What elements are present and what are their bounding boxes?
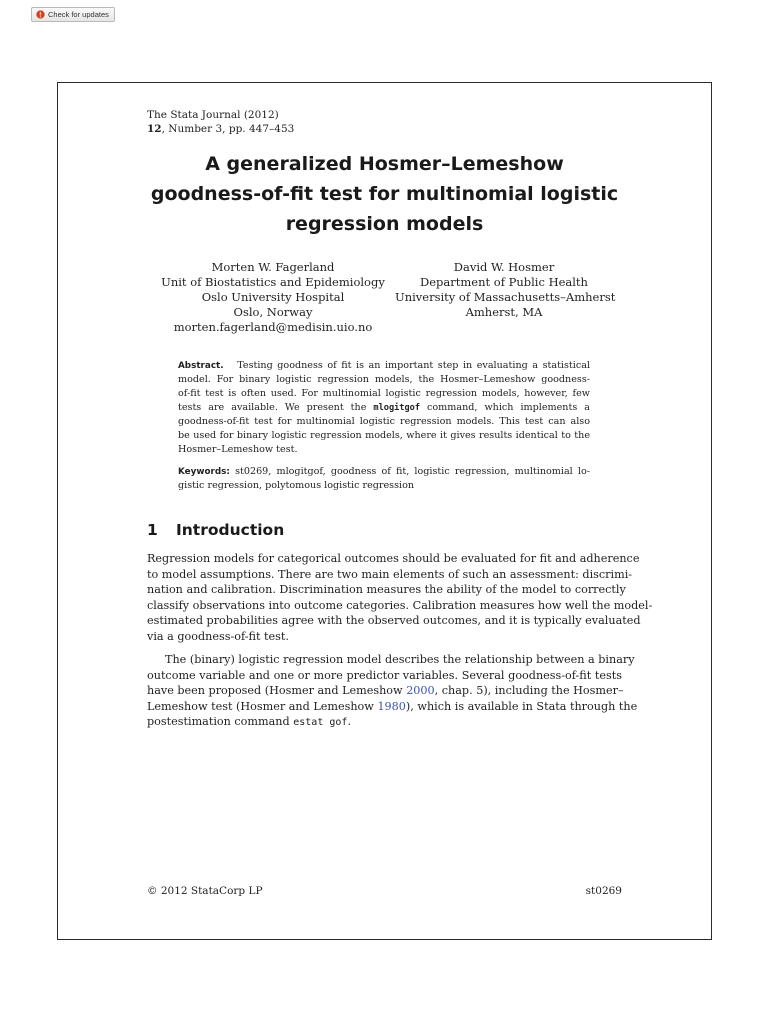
paragraph-line: via a goodness-of-fit test. (147, 629, 289, 643)
author-location: Oslo, Norway (233, 305, 313, 319)
abstract-command: mlogitgof (373, 403, 420, 413)
section-number: 1 (147, 521, 158, 539)
paper-title (147, 149, 622, 239)
inline-code: estat gof (293, 717, 348, 729)
paragraph-line: outcome variable and one or more predictor variables. Several goodness-of-fit tests (147, 668, 622, 682)
author-name: Morten W. Fagerland (211, 260, 335, 274)
journal-volume: 12 (147, 123, 162, 135)
abstract-line: Hosmer–Lemeshow test. (178, 444, 298, 455)
section-title: Introduction (176, 521, 285, 539)
paragraph-line: Regression models for categorical outcomes should be evaluated for fit and adherence (147, 552, 640, 565)
author-email[interactable]: morten.fagerland@medisin.uio.no (173, 320, 373, 334)
abstract-line: goodness-of-fit test for multinomial logistic regression models. This test can also (178, 416, 590, 427)
paragraph-text: . (347, 715, 351, 729)
author-block-fagerland (160, 260, 386, 335)
author-department: Unit of Biostatistics and Epidemiology (161, 275, 385, 289)
abstract-text: command, which implements a (427, 402, 590, 413)
article-code: st0269 (585, 885, 622, 897)
keywords (178, 465, 590, 493)
check-for-updates-label: Check for updates (48, 10, 109, 19)
paragraph-line: nation and calibration. Discrimination measures the ability of the model to correctly (147, 583, 626, 597)
author-name: David W. Hosmer (453, 260, 555, 274)
author-department: Department of Public Health (420, 275, 588, 289)
copyright-notice: © 2012 StataCorp LP (147, 885, 263, 897)
citation-link-2000[interactable]: 2000 (406, 684, 435, 698)
keywords-label: Keywords: (178, 467, 230, 477)
paragraph-text: , chap. 5), including the Hosmer– (434, 684, 624, 698)
author-institution: Oslo University Hospital (201, 290, 345, 304)
keywords-line: gistic regression, polytomous logistic regression (178, 480, 415, 491)
paragraph-text: have been proposed (Hosmer and Lemeshow (147, 684, 403, 698)
paragraph-line: estimated probabilities agree with the observed outcomes, and it is typically evaluated (147, 614, 641, 628)
abstract-text: Testing goodness of fit is an important step in evaluating a statistical (237, 360, 591, 371)
paragraph-text: postestimation command (147, 715, 290, 729)
paragraph-line (147, 699, 638, 715)
journal-issue-pages: , Number 3, pp. 447–453 (161, 123, 295, 135)
paragraph-line (147, 714, 622, 731)
journal-volume-line (147, 122, 294, 136)
paragraph-line: The (binary) logistic regression model describes the relationship between a binary (165, 653, 635, 666)
intro-paragraph-2 (147, 652, 638, 731)
keywords-line (178, 465, 590, 479)
check-for-updates-button[interactable] (31, 7, 115, 22)
paragraph-text: Lemeshow test (Hosmer and Lemeshow (147, 699, 374, 713)
abstract-text: tests are available. We present the (178, 402, 367, 413)
crossmark-icon (36, 10, 45, 19)
author-location: Amherst, MA (465, 305, 543, 319)
abstract-line: model. For binary logistic regression models, the Hosmer–Lemeshow goodness- (178, 374, 590, 385)
author-block-hosmer (395, 260, 616, 320)
paragraph-line (147, 683, 622, 699)
abstract-line: of-fit test is often used. For multinomial logistic regression models, however, few (178, 388, 590, 399)
section-heading-introduction (147, 519, 284, 541)
journal-name: The Stata Journal (2012) (147, 109, 279, 121)
abstract-label: Abstract. (178, 361, 224, 371)
abstract-line: be used for binary logistic regression models, where it gives results identical to the (178, 430, 590, 441)
intro-paragraph-1 (147, 551, 653, 645)
paragraph-line: classify observations into outcome categories. Calibration measures how well the model- (147, 598, 653, 612)
paragraph-line: to model assumptions. There are two main elements of such an assessment: discrimi- (147, 567, 633, 581)
citation-link-1980[interactable]: 1980 (377, 699, 406, 713)
paper-title-line: A generalized Hosmer–Lemeshow (205, 153, 564, 175)
paragraph-text: ), which is available in Stata through the (405, 699, 638, 713)
paper-title-line: goodness-of-fit test for multinomial logistic (150, 183, 619, 205)
keywords-text: st0269, mlogitgof, goodness of fit, logistic regression, multinomial lo- (235, 466, 590, 477)
abstract-line (178, 359, 590, 373)
author-institution: University of Massachusetts–Amherst (395, 290, 616, 304)
abstract (178, 359, 590, 457)
abstract-line (178, 401, 590, 415)
paper-title-line: regression models (285, 213, 484, 235)
